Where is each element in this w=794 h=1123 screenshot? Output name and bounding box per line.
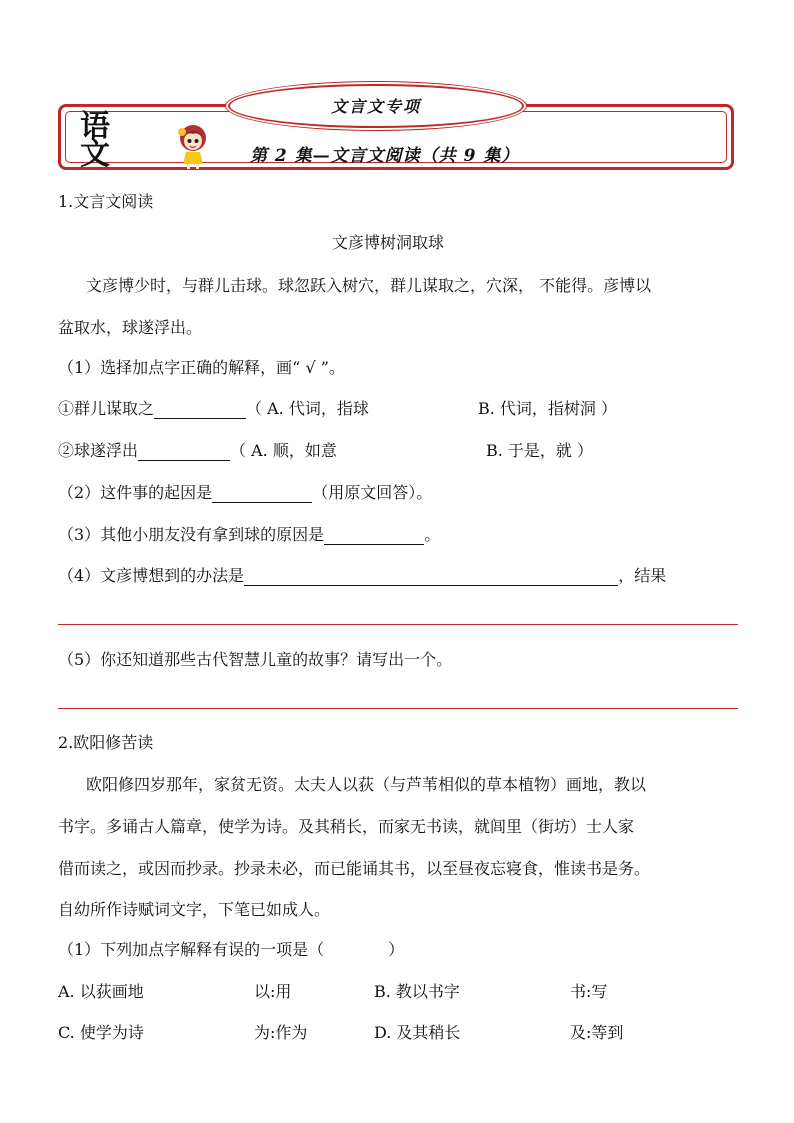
cartoon-girl-mascot-icon [172,122,214,170]
q4-blank[interactable] [244,567,618,586]
subject-char-wen: 文 [80,137,110,172]
q3-suffix: 。 [424,525,441,544]
option-d-definition: 及:等到 [570,1023,624,1042]
q1-instruction: （1）选择加点字正确的解释，画“ √ ”。 [58,358,345,377]
section2-heading: 2.欧阳修苦读 [58,733,154,752]
q1a-option-a: （ A. 代词，指球 [246,399,369,418]
section2-passage-line1: 欧阳修四岁那年，家贫无资。太夫人以荻（与芦苇相似的草本植物）画地，教以 [86,775,647,794]
option-a-label[interactable]: A. 以荻画地 [58,982,144,1001]
q2-blank[interactable] [212,484,312,503]
q1b-option-b: B. 于是，就 ） [486,441,594,460]
q1b-option-a: （ A. 顺，如意 [230,441,337,460]
q2-suffix: （用原文回答）。 [312,483,433,502]
q5-answer-line[interactable] [58,708,738,709]
section1-heading: 1.文言文阅读 [58,192,154,211]
q3-prefix: （3）其他小朋友没有拿到球的原因是 [58,525,325,544]
q4-row [58,566,666,586]
header-subtitle: 第 2 集—文言文阅读（共 9 集） [250,146,520,166]
q1b-row [58,441,337,461]
q1a-blank[interactable] [154,400,246,419]
option-a-definition: 以:用 [254,982,292,1001]
header-oval-title: 文言文专项 [330,97,421,116]
section2-passage-line4: 自幼所作诗赋词文字，下笔已如成人。 [58,900,331,919]
subject-char-yu: 语 [80,109,110,144]
q3-blank[interactable] [324,526,424,545]
q2-row [58,483,432,503]
q1a-option-b: B. 代词，指树洞 ） [478,399,618,418]
s2-q1-question: （1）下列加点字解释有误的一项是（ ） [58,940,405,959]
section2-passage-line3: 借而读之，或因而抄录。抄录未必，而已能诵其书，以至昼夜忘寝食，惟读书是务。 [58,859,651,878]
q5-question: （5）你还知道那些古代智慧儿童的故事？请写出一个。 [58,650,453,669]
q1a-prefix: ①群儿谋取之 [58,399,155,418]
q3-row [58,525,440,545]
q2-prefix: （2）这件事的起因是 [58,483,213,502]
q4-answer-line[interactable] [58,624,738,625]
section1-passage-line1: 文彦博少时，与群儿击球。球忽跃入树穴，群儿谋取之，穴深， 不能得。彦博以 [86,276,652,295]
q4-suffix: ，结果 [618,566,667,585]
q1a-row [58,399,369,419]
option-b-label[interactable]: B. 教以书字 [374,982,460,1001]
q1b-prefix: ②球遂浮出 [58,441,139,460]
option-c-label[interactable]: C. 使学为诗 [58,1023,144,1042]
option-b-definition: 书:写 [570,982,608,1001]
section1-passage-line2: 盆取水，球遂浮出。 [58,318,203,337]
section2-passage-line2: 书字。多诵古人篇章，使学为诗。及其稍长，而家无书读，就闾里（街坊）士人家 [58,817,635,836]
option-c-definition: 为:作为 [254,1023,308,1042]
q4-prefix: （4）文彦博想到的办法是 [58,566,245,585]
option-d-label[interactable]: D. 及其稍长 [374,1023,461,1042]
q1b-blank[interactable] [138,442,230,461]
section1-passage-title: 文彦博树洞取球 [332,233,445,252]
